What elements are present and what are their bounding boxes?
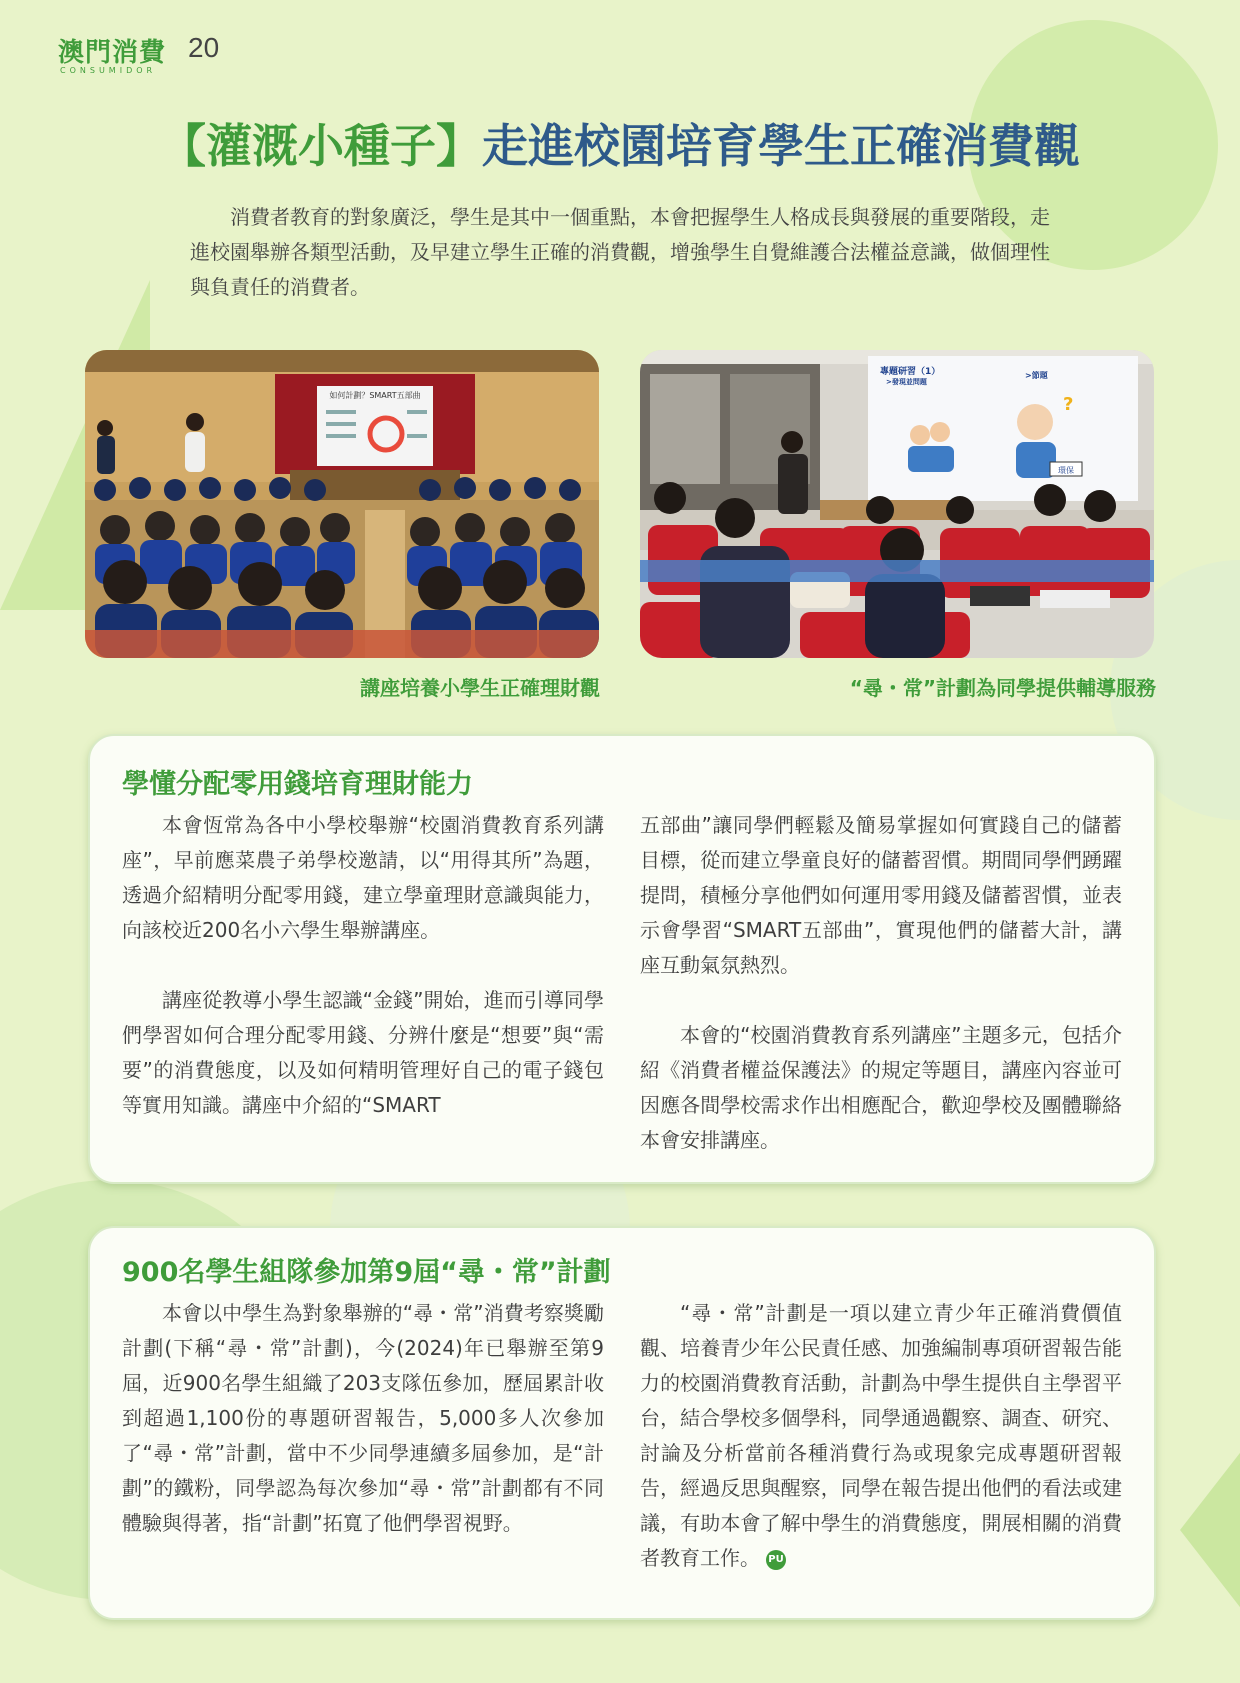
- screen-tag: >節題: [1025, 371, 1048, 380]
- paragraph: 講座從教導小學生認識“金錢”開始，進而引導同學們學習如何合理分配零用錢、分辨什麼是“想要”與“需要”的消費態度，以及如何精明管理好自己的電子錢包等實用知識。講座中介紹的“SMART: [122, 988, 604, 1117]
- section-heading: 900名學生組隊參加第9屆“尋・常”計劃: [122, 1257, 611, 1288]
- column-left: [122, 1296, 604, 1576]
- article-title: [0, 110, 1240, 176]
- intro-paragraph: 消費者教育的對象廣泛，學生是其中一個重點，本會把握學生人格成長與發展的重要階段，走進校園舉辦各類型活動，及早建立學生正確的消費觀，增強學生自覺維護合法權益意識，做個理性與負責任的消費者。: [190, 205, 1050, 299]
- title-bracket-close: 】: [436, 119, 482, 173]
- section-xun-chang-plan: [88, 1226, 1156, 1620]
- lecture-photo: [85, 350, 599, 658]
- column-right: [640, 808, 1122, 1158]
- page-header: [58, 32, 220, 75]
- magazine-logo-subtitle: CONSUMIDOR: [60, 66, 157, 75]
- classroom-photo: [640, 350, 1154, 658]
- lecture-photo-illustration: [85, 350, 599, 658]
- magazine-logo: 澳門消費: [58, 38, 167, 68]
- title-bracket-open: 【: [160, 119, 206, 173]
- screen-badge: 環保: [1058, 466, 1074, 475]
- paragraph-text: “尋・常”計劃是一項以建立青少年正確消費價值觀、培養青少年公民責任感、加強編制專項研習報告能力的校園消費教育活動，計劃為中學生提供自主學習平台，結合學校多個學科，同學通過觀察、調查、研究、討論及分析當前各種消費行為或現象完成專題研習報告，經過反思與醒察，同學在報告提出他們的看法或建議，有助本會了解中學生的消費態度，開展相關的消費者教育工作。: [640, 1301, 1122, 1570]
- column-left: [122, 808, 604, 1158]
- screen-title: 如何計劃？SMART五部曲: [329, 391, 421, 400]
- end-mark-icon: PU: [766, 1550, 786, 1570]
- paragraph: 本會的“校園消費教育系列講座”主題多元，包括介紹《消費者權益保護法》的規定等題目，講座內容並可因應各間學校需求作出相應配合，歡迎學校及團體聯絡本會安排講座。: [640, 1023, 1122, 1152]
- screen-subtitle: >發現並問題: [886, 378, 927, 386]
- section-columns: [122, 808, 1122, 1158]
- paragraph: 本會以中學生為對象舉辦的“尋・常”消費考察獎勵計劃(下稱“尋・常”計劃)，今(2024)年已舉辦至第9屆，近900名學生組織了203支隊伍參加，歷屆累計收到超過1,100份的專題研習報告，5,000多人次參加了“尋・常”計劃，當中不少同學連續多屆參加，是“計劃”的鐵粉，同學認為每次參加“尋・常”計劃都有不同體驗與得著，指“計劃”拓寬了他們學習視野。: [122, 1301, 604, 1535]
- paragraph: 本會恆常為各中小學校舉辦“校園消費教育系列講座”，早前應菜農子弟學校邀請，以“用得其所”為題，透過介紹精明分配零用錢，建立學童理財意識與能力，向該校近200名小六學生舉辦講座。: [122, 813, 604, 942]
- section-heading: 學懂分配零用錢培育理財能力: [122, 769, 473, 800]
- decor-triangle: [1180, 1440, 1240, 1620]
- column-right: [640, 1296, 1122, 1576]
- page-number: 20: [188, 32, 220, 63]
- photo-caption-right: “尋・常”計劃為同學提供輔導服務: [849, 676, 1156, 700]
- section-columns: [122, 1296, 1122, 1576]
- paragraph: 五部曲”讓同學們輕鬆及簡易掌握如何實踐自己的儲蓄目標，從而建立學童良好的儲蓄習慣。期間同學們踴躍提問，積極分享他們如何運用零用錢及儲蓄習慣，並表示會學習“SMART五部曲”，實現他們的儲蓄大計，講座互動氣氛熱烈。: [640, 813, 1122, 977]
- title-series: 灌溉小種子: [206, 119, 436, 173]
- classroom-photo-illustration: [640, 350, 1154, 658]
- question-mark-icon: ?: [1063, 394, 1074, 415]
- title-headline: 走進校園培育學生正確消費觀: [482, 119, 1080, 173]
- section-pocket-money: [88, 734, 1156, 1184]
- photo-caption-left: 講座培養小學生正確理財觀: [360, 676, 600, 700]
- paragraph: [640, 1296, 1122, 1576]
- screen-title: 專題研習（1）: [880, 367, 941, 377]
